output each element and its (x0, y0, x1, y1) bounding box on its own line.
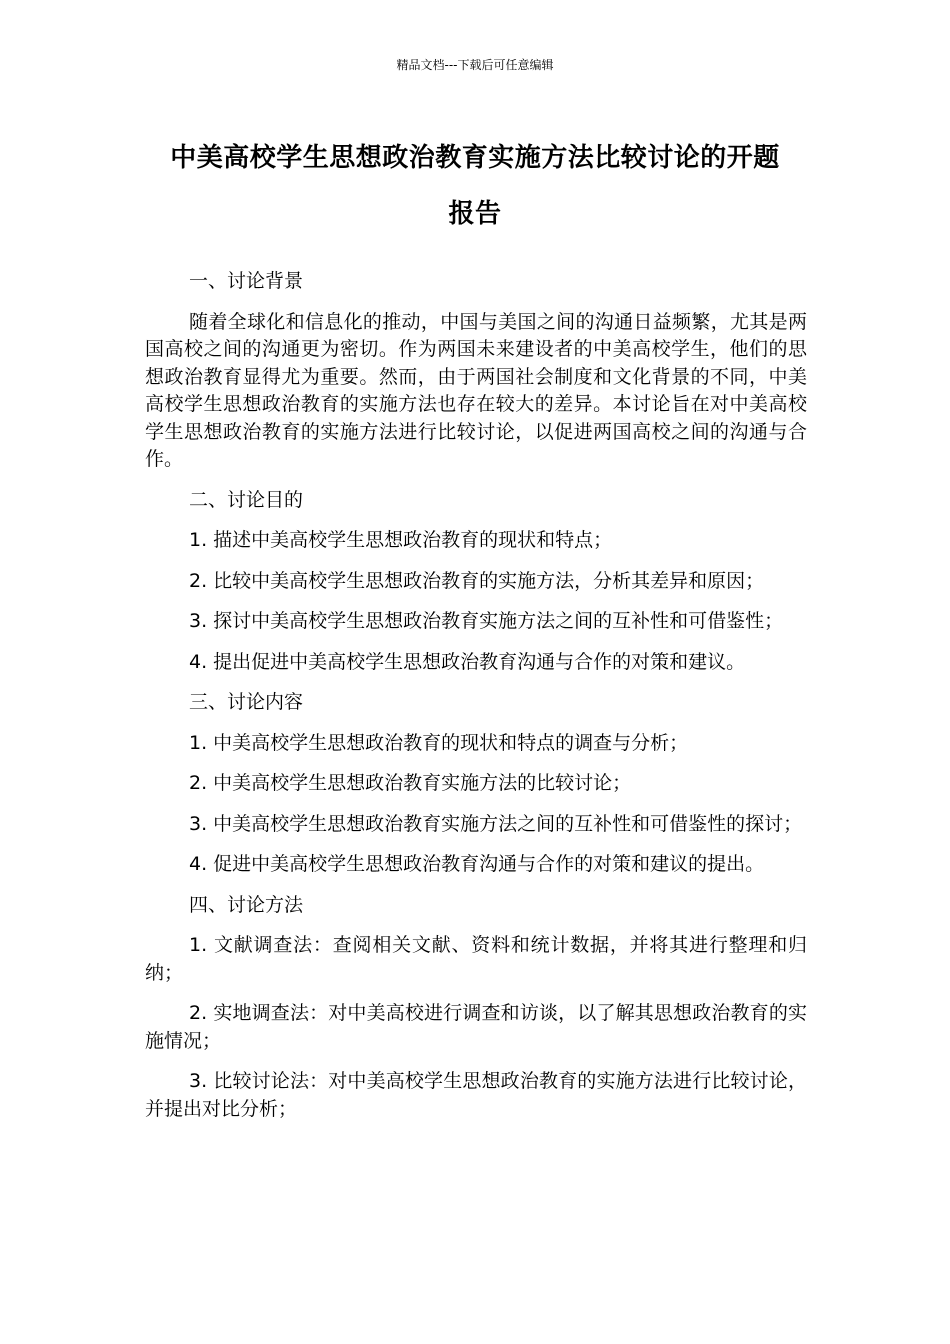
section-heading-method: 四、讨论方法 (189, 893, 304, 916)
method-item-3: 3. 比较讨论法：对中美高校学生思想政治教育的实施方法进行比较讨论，并提出对比分析； (145, 1070, 807, 1120)
title-line-2: 报告 (448, 199, 502, 229)
document-body (145, 268, 807, 1136)
purpose-item-1: 1. 描述中美高校学生思想政治教育的现状和特点； (189, 529, 613, 551)
background-paragraph: 随着全球化和信息化的推动，中国与美国之间的沟通日益频繁，尤其是两国高校之间的沟通更为密切。作为两国未来建设者的中美高校学生，他们的思想政治教育显得尤为重要。然而，由于两国社会制度和文化背景的不同，中美高校学生思想政治教育的实施方法也存在较大的差异。本讨论旨在对中美高校学生思想政治教育的实施方法进行比较讨论，以促进两国高校之间的沟通与合作。 (145, 310, 807, 470)
section-heading-background: 一、讨论背景 (189, 270, 304, 292)
content-item-1: 1. 中美高校学生思想政治教育的现状和特点的调查与分析； (189, 731, 689, 754)
purpose-item-3: 3. 探讨中美高校学生思想政治教育实施方法之间的互补性和可借鉴性； (189, 610, 784, 632)
purpose-item-4: 4. 提出促进中美高校学生思想政治教育沟通与合作的对策和建议。 (189, 650, 746, 673)
method-item-2: 2. 实地调查法：对中美高校进行调查和访谈，以了解其思想政治教育的实施情况； (145, 1002, 807, 1052)
document-title (140, 130, 810, 242)
purpose-item-2: 2. 比较中美高校学生思想政治教育的实施方法，分析其差异和原因； (189, 569, 765, 592)
page-header: 精品文档---下载后可任意编辑 (396, 58, 554, 72)
content-item-3: 3. 中美高校学生思想政治教育实施方法之间的互补性和可借鉴性的探讨； (189, 812, 803, 835)
section-heading-purpose: 二、讨论目的 (189, 488, 304, 511)
content-item-4: 4. 促进中美高校学生思想政治教育沟通与合作的对策和建议的提出。 (189, 853, 765, 875)
section-heading-content: 三、讨论内容 (189, 691, 304, 713)
title-line-1: 中美高校学生思想政治教育实施方法比较讨论的开题 (170, 143, 780, 173)
content-item-2: 2. 中美高校学生思想政治教育实施方法的比较讨论； (189, 772, 632, 794)
method-item-1: 1. 文献调查法：查阅相关文献、资料和统计数据，并将其进行整理和归纳； (145, 934, 807, 984)
